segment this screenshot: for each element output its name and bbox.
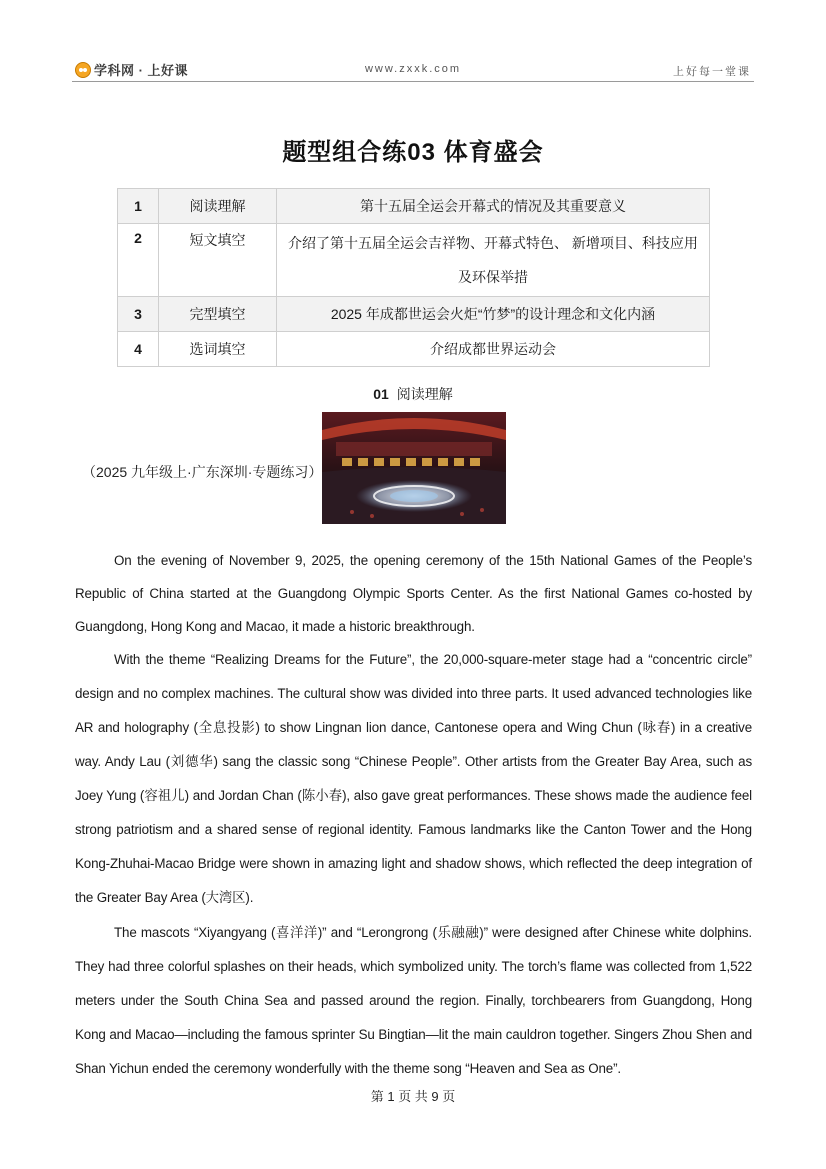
header-divider [72, 81, 754, 82]
topic-description: 2025 年成都世运会火炬“竹梦”的设计理念和文化内涵 [277, 297, 710, 332]
topic-type: 短文填空 [159, 224, 277, 297]
section-number: 01 [373, 386, 389, 402]
topic-number: 4 [118, 332, 159, 367]
topic-type: 阅读理解 [159, 189, 277, 224]
topic-description: 介绍成都世界运动会 [277, 332, 710, 367]
topic-description: 第十五届全运会开幕式的情况及其重要意义 [277, 189, 710, 224]
table-row [118, 224, 710, 297]
topic-number: 1 [118, 189, 159, 224]
topic-type: 选词填空 [159, 332, 277, 367]
topics-table [117, 188, 710, 367]
logo-text: 学科网 · 上好课 [94, 63, 189, 78]
section-name: 阅读理解 [396, 386, 453, 402]
reading-passage [75, 544, 752, 1086]
topic-type: 完型填空 [159, 297, 277, 332]
topic-number: 3 [118, 297, 159, 332]
page-title: 题型组合练03 体育盛会 [282, 139, 544, 166]
table-row [118, 332, 710, 367]
stadium-image [322, 412, 506, 524]
site-url: www.zxxk.com [364, 63, 462, 75]
page-header [0, 0, 826, 82]
passage-paragraph: The mascots “Xiyangyang (喜洋洋)” and “Lerongrong (乐融融)” were designed after Chinese white dolphins. They had three colorful splashes on their heads, which symbolized unity. The torch’s flame was collected from 1,522 meters under the South China Sea and passed around the region. Finally, torchbearers from Guangdong, Hong Kong and Macao—including the famous sprinter Su Bingtian—lit the main cauldron together. Singers Zhou Shen and Shan Yichun ended the ceremony wonderfully with the theme song “Heaven and Sea as One”. [75, 925, 752, 1076]
table-row [118, 189, 710, 224]
topic-description: 介绍了第十五届全运会吉祥物、开幕式特色、 新增项目、科技应用及环保举措 [277, 224, 710, 297]
ceremony-photo [322, 412, 506, 524]
page-number: 第 1 页 共 9 页 [370, 1089, 456, 1104]
header-slogan: 上好每一堂课 [673, 66, 751, 78]
table-row [118, 297, 710, 332]
section-heading [0, 384, 826, 404]
passage-paragraph: With the theme “Realizing Dreams for the Future”, the 20,000-square-meter stage had a “concentric circle” design and no complex machines. The cultural show was divided into three parts. It used advanced technologies like AR and holography (全息投影) to show Lingnan lion dance, Cantonese opera and Wing Chun (咏春) in a creative way. Andy Lau (刘德华) sang the classic song “Chinese People”. Other artists from the Greater Bay Area, such as Joey Yung (容祖儿) and Jordan Chan (陈小春), also gave great performances. These shows made the audience feel strong patriotism and a shared sense of regional identity. Famous landmarks like the Canton Tower and the Hong Kong-Zhuhai-Macao Bridge were shown in amazing light and shadow shows, which reflected the deep integration of the Greater Bay Area (大湾区). [75, 652, 752, 905]
question-source: （2025 九年级上·广东深圳·专题练习） [82, 464, 323, 480]
topic-number: 2 [118, 224, 159, 297]
passage-paragraph: On the evening of November 9, 2025, the opening ceremony of the 15th National Games of the People’s Republic of China started at the Guangdong Olympic Sports Center. As the first National Games co-hosted by Guangdong, Hong Kong and Macao, it made a historic breakthrough. [75, 553, 752, 634]
